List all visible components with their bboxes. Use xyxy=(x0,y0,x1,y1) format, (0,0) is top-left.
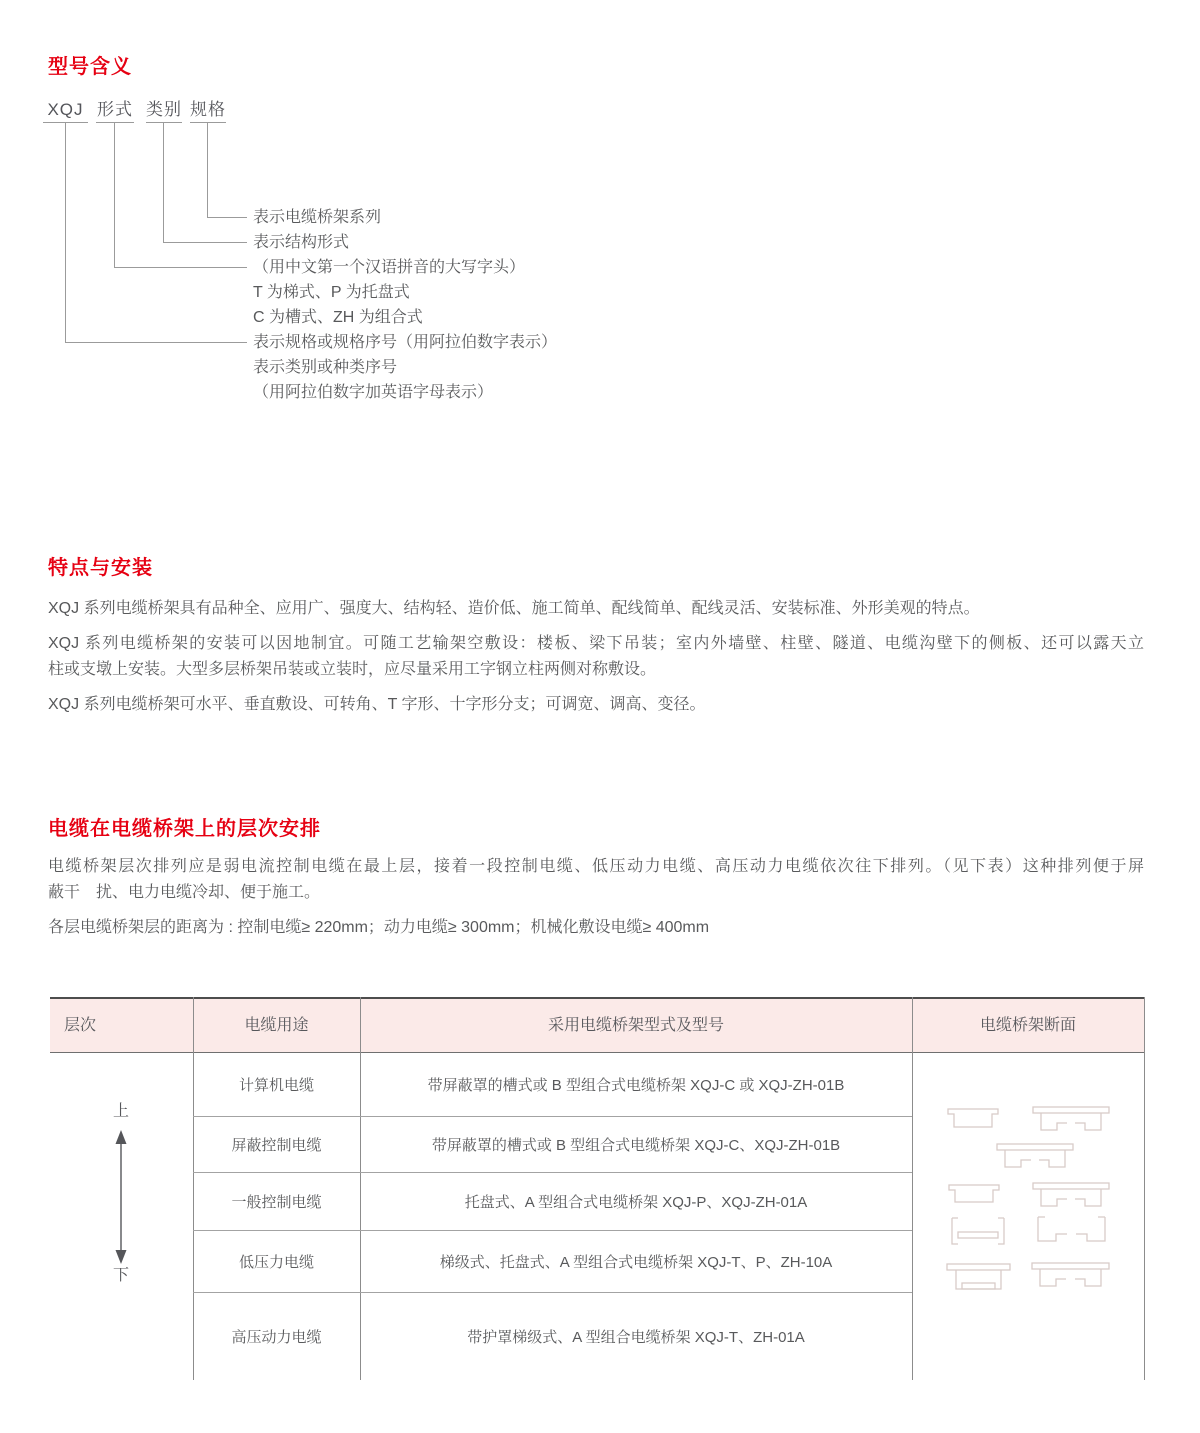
column-divider xyxy=(912,997,913,1380)
text-line: 蔽干 扰、电力电缆冷却、便于施工。 xyxy=(48,884,321,901)
header-model: 采用电缆桥架型式及型号 xyxy=(547,1017,724,1034)
section-title-features: 特点与安装 xyxy=(48,557,153,579)
text-line: 柱或支墩上安装。大型多层桥架吊装或立装时，应尽量采用工字钢立柱两侧对称敷设。 xyxy=(48,661,657,678)
model-cell: 梯级式、托盘式、A 型组合式电缆桥架 XQJ-T、P、ZH-10A xyxy=(439,1253,833,1271)
footed-tray-section-icon xyxy=(1031,1260,1110,1290)
side-rail-tray-section-icon xyxy=(948,1215,1008,1247)
header-section: 电缆桥架断面 xyxy=(979,1017,1076,1034)
code-category: 类别 xyxy=(146,99,182,123)
table-right-border xyxy=(1144,997,1145,1380)
connector-hline xyxy=(65,342,247,343)
diagram-label: 表示电缆桥架系列 xyxy=(253,209,382,226)
code-spec: 规格 xyxy=(190,99,226,123)
bracket-tray-section-icon xyxy=(1034,1214,1109,1245)
text-line: 电缆桥架层次排列应是弱电流控制电缆在最上层，接着一段控制电缆、低压动力电缆、高压动力电缆依次往下排列。（见下表）这种排列便于屏 xyxy=(48,858,1144,875)
diagram-label: T 为梯式、P 为托盘式 xyxy=(253,284,410,301)
section-title-layer-arrangement: 电缆在电缆桥架上的层次安排 xyxy=(48,818,321,840)
paragraph xyxy=(48,854,1144,906)
paragraph xyxy=(48,596,1144,622)
paragraph xyxy=(48,915,1144,941)
model-cell: 带护罩梯级式、A 型组合电缆桥架 XQJ-T、ZH-01A xyxy=(467,1328,805,1346)
text-line: XQJ 系列电缆桥架可水平、垂直敷设、可转角、T 字形、十字形分支；可调宽、调高、变径。 xyxy=(48,696,706,713)
lipped-tray-section-icon xyxy=(948,1181,1000,1206)
usage-cell: 计算机电缆 xyxy=(238,1076,314,1094)
features-text xyxy=(48,596,1144,718)
model-cell: 托盘式、A 型组合式电缆桥架 XQJ-P、XQJ-ZH-01A xyxy=(464,1193,808,1211)
section-title-model-meaning: 型号含义 xyxy=(48,56,132,78)
text-line: XQJ 系列电缆桥架具有品种全、应用广、强度大、结构轻、造价低、施工简单、配线简单、配线灵活、安装标准、外形美观的特点。 xyxy=(48,600,980,617)
footed-tray-section-icon xyxy=(996,1140,1074,1171)
layer-bottom-label: 下 xyxy=(112,1267,129,1284)
connector-vline xyxy=(163,123,164,243)
usage-cell: 屏蔽控制电缆 xyxy=(231,1136,322,1154)
text-line: 各层电缆桥架层的距离为 : 控制电缆≥ 220mm；动力电缆≥ 300mm；机械化敷设电缆≥ 400mm xyxy=(48,919,710,936)
footed-tray-section-icon xyxy=(1032,1179,1110,1210)
up-down-arrow-icon xyxy=(114,1129,128,1265)
model-cell: 带屏蔽罩的槽式或 B 型组合式电缆桥架 XQJ-C 或 XQJ-ZH-01B xyxy=(427,1076,845,1094)
usage-cell: 一般控制电缆 xyxy=(231,1193,322,1211)
connector-hline xyxy=(114,267,247,268)
header-layer: 层次 xyxy=(64,1017,97,1034)
text-line: XQJ 系列电缆桥架的安装可以因地制宜。可随工艺输架空敷设：楼板、梁下吊装；室内外墙壁、柱壁、隧道、电缆沟壁下的侧板、还可以露天立 xyxy=(48,635,1144,652)
layer-top-label: 上 xyxy=(112,1103,129,1120)
code-form: 形式 xyxy=(96,99,134,123)
code-series: XQJ xyxy=(43,99,88,123)
boxed-tray-section-icon xyxy=(946,1260,1011,1293)
lipped-tray-section-icon xyxy=(947,1104,999,1131)
paragraph xyxy=(48,692,1144,718)
header-usage: 电缆用途 xyxy=(244,1017,309,1034)
connector-hline xyxy=(207,217,247,218)
connector-vline xyxy=(65,123,66,343)
footed-tray-section-icon xyxy=(1032,1103,1110,1134)
diagram-label: （用阿拉伯数字加英语字母表示） xyxy=(253,384,494,401)
diagram-label: 表示规格或规格序号（用阿拉伯数字表示） xyxy=(253,334,558,351)
usage-cell: 低压力电缆 xyxy=(238,1253,314,1271)
model-cell: 带屏蔽罩的槽式或 B 型组合式电缆桥架 XQJ-C、XQJ-ZH-01B xyxy=(431,1136,841,1154)
cable-layer-table xyxy=(48,997,1145,1380)
paragraph xyxy=(48,631,1144,683)
diagram-label: （用中文第一个汉语拼音的大写字头） xyxy=(253,259,526,276)
diagram-label: 表示类别或种类序号 xyxy=(253,359,398,376)
layers-text xyxy=(48,854,1144,941)
usage-cell: 高压动力电缆 xyxy=(231,1328,322,1346)
connector-vline xyxy=(207,123,208,218)
diagram-label: C 为槽式、ZH 为组合式 xyxy=(253,309,423,326)
diagram-label: 表示结构形式 xyxy=(253,234,350,251)
connector-vline xyxy=(114,123,115,268)
connector-hline xyxy=(163,242,247,243)
